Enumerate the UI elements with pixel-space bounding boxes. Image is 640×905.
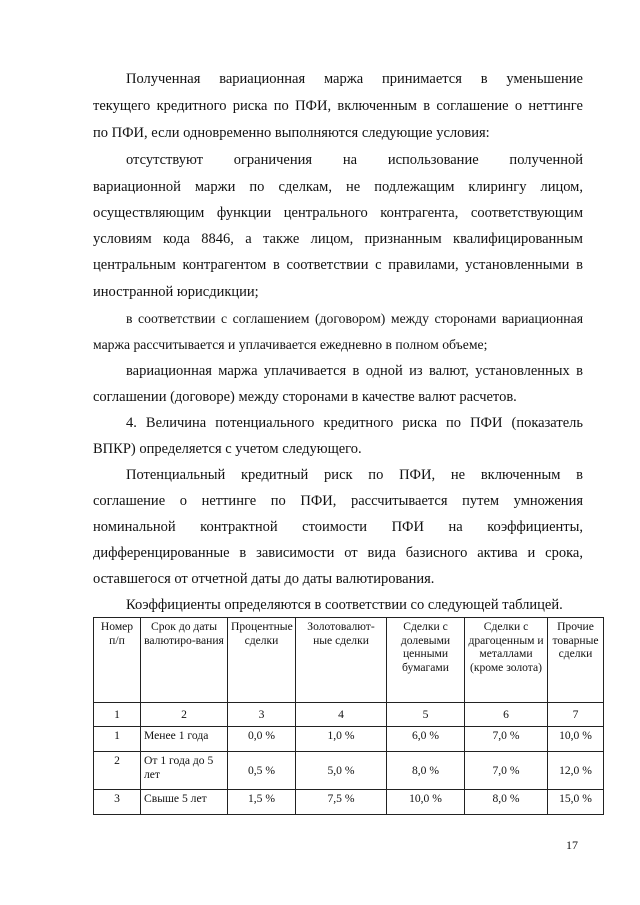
text-line: Полученная вариационная маржа принимается в уменьшение bbox=[126, 71, 583, 87]
text-line: оставшегося от отчетной даты до даты валютирования. bbox=[93, 571, 435, 587]
table-row bbox=[94, 752, 604, 790]
table-header-row bbox=[94, 618, 604, 703]
text-line: номинальной контрактной стоимости ПФИ на коэффициенты, bbox=[93, 519, 583, 535]
text-line: условиям кода 8846, а также лицом, признанным квалифицированным bbox=[93, 231, 583, 247]
table-cell: От 1 года до 5 лет bbox=[141, 752, 228, 790]
coefficients-table bbox=[93, 617, 604, 815]
text-line: осуществляющим функции центрального контрагента, соответствующим bbox=[93, 205, 583, 221]
table-row bbox=[94, 727, 604, 752]
text-line: вариационная маржа уплачивается в одной из валют, установленных в bbox=[126, 363, 583, 379]
table-cell: 7,0 % bbox=[465, 752, 548, 790]
table-header-cell: Процентные сделки bbox=[228, 618, 296, 703]
text-line: соглашении (договоре) между сторонами в качестве валют расчетов. bbox=[93, 389, 517, 405]
table-cell: 1 bbox=[94, 727, 141, 752]
table-cell: 15,0 % bbox=[548, 790, 604, 815]
column-number: 5 bbox=[387, 703, 465, 727]
table-cell: 8,0 % bbox=[465, 790, 548, 815]
table-cell: 7,0 % bbox=[465, 727, 548, 752]
text-line: Потенциальный кредитный риск по ПФИ, не включенным в bbox=[126, 467, 583, 483]
table-header-cell: Золотовалют-ные сделки bbox=[296, 618, 387, 703]
table-cell: 12,0 % bbox=[548, 752, 604, 790]
page-number: 17 bbox=[566, 838, 578, 852]
table-cell: 1,0 % bbox=[296, 727, 387, 752]
text-line: отсутствуют ограничения на использование полученной bbox=[126, 152, 583, 168]
table-cell: 2 bbox=[94, 752, 141, 790]
table-header-cell: Прочие товарные сделки bbox=[548, 618, 604, 703]
text-line: соглашение о неттинге по ПФИ, рассчитывается путем умножения bbox=[93, 493, 583, 509]
table-header-cell: Сделки с драгоценным и металлами (кроме золота) bbox=[465, 618, 548, 703]
table-cell: 10,0 % bbox=[548, 727, 604, 752]
column-number: 6 bbox=[465, 703, 548, 727]
column-number: 2 bbox=[141, 703, 228, 727]
table-header-cell: Срок до даты валютиро-вания bbox=[141, 618, 228, 703]
table-cell: 8,0 % bbox=[387, 752, 465, 790]
table-cell: 1,5 % bbox=[228, 790, 296, 815]
table-cell: 10,0 % bbox=[387, 790, 465, 815]
table-cell: 5,0 % bbox=[296, 752, 387, 790]
text-line: вариационной маржи по сделкам, не подлежащим клирингу лицом, bbox=[93, 179, 583, 195]
text-line: текущего кредитного риска по ПФИ, включенным в соглашение о неттинге bbox=[93, 98, 583, 114]
text-line: иностранной юрисдикции; bbox=[93, 284, 259, 300]
text-line: маржа рассчитывается и уплачивается ежедневно в полном объеме; bbox=[93, 337, 488, 352]
text-line: Коэффициенты определяются в соответствии со следующей таблицей. bbox=[126, 597, 563, 613]
column-number: 7 bbox=[548, 703, 604, 727]
table-cell: 6,0 % bbox=[387, 727, 465, 752]
table-cell: 0,5 % bbox=[228, 752, 296, 790]
table-row bbox=[94, 790, 604, 815]
column-number: 3 bbox=[228, 703, 296, 727]
column-number: 1 bbox=[94, 703, 141, 727]
table-cell: Менее 1 года bbox=[141, 727, 228, 752]
text-line: 4. Величина потенциального кредитного риска по ПФИ (показатель bbox=[126, 415, 583, 431]
text-line: ВПКР) определяется с учетом следующего. bbox=[93, 441, 362, 457]
table-header-cell: Номер п/п bbox=[94, 618, 141, 703]
text-line: в соответствии с соглашением (договором) между сторонами вариационная bbox=[126, 311, 583, 326]
text-line: центральным контрагентом в соответствии с правилами, установленными в bbox=[93, 257, 583, 273]
table-column-number-row bbox=[94, 703, 604, 727]
table-cell: Свыше 5 лет bbox=[141, 790, 228, 815]
text-line: по ПФИ, если одновременно выполняются следующие условия: bbox=[93, 125, 490, 141]
table-cell: 0,0 % bbox=[228, 727, 296, 752]
table-header-cell: Сделки с долевыми ценными бумагами bbox=[387, 618, 465, 703]
column-number: 4 bbox=[296, 703, 387, 727]
table-cell: 7,5 % bbox=[296, 790, 387, 815]
table-cell: 3 bbox=[94, 790, 141, 815]
text-line: дифференцированные в зависимости от вида базисного актива и срока, bbox=[93, 545, 583, 561]
